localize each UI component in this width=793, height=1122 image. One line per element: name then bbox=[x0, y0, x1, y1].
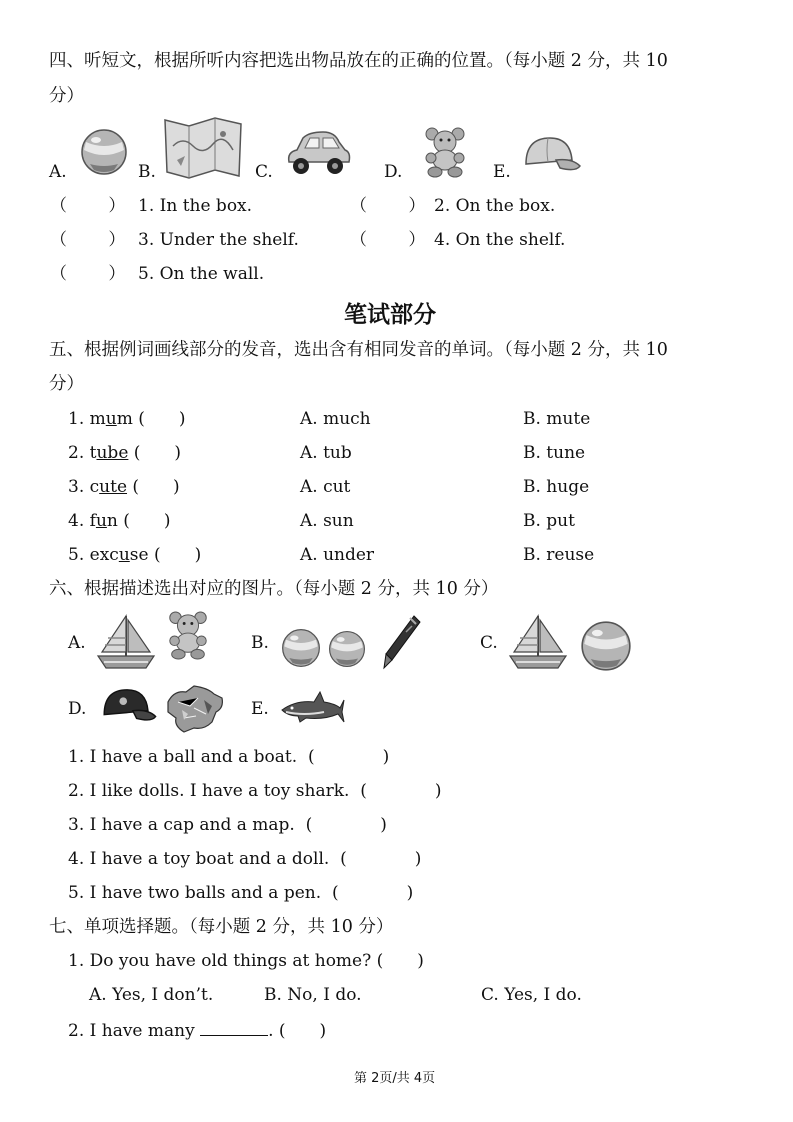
question-number: 1. bbox=[68, 409, 85, 429]
description-2 bbox=[68, 780, 442, 802]
option-b: B. tune bbox=[523, 443, 586, 463]
option-b: B. put bbox=[523, 511, 575, 531]
underlined-part: u bbox=[105, 409, 117, 429]
section5-heading-line2: 分） bbox=[49, 374, 84, 394]
question-number: 5. bbox=[68, 545, 85, 565]
answer-paren-4[interactable]: （ ） bbox=[350, 230, 444, 250]
section4-heading-line2: 分） bbox=[49, 86, 84, 106]
option-a: A. sun bbox=[300, 511, 354, 531]
section5-heading-line1: 五、根据例词画线部分的发音，选出含有相同发音的单词。（每小题 2 分，共 10 bbox=[49, 340, 668, 360]
answer-paren[interactable]: ( ) bbox=[153, 545, 202, 565]
written-part-title: 笔试部分 bbox=[344, 302, 436, 328]
underlined-part: ube bbox=[96, 443, 129, 463]
underlined-part: u bbox=[118, 545, 130, 565]
cap-icon bbox=[96, 686, 160, 726]
pen-icon bbox=[380, 614, 422, 670]
page-footer: 第 2页/共 4页 bbox=[354, 1071, 436, 1086]
mc-option-a[interactable]: A. Yes, I don’t. bbox=[89, 985, 214, 1005]
answer-paren-3[interactable]: （ ） bbox=[50, 230, 144, 250]
option-b: B. reuse bbox=[523, 545, 595, 565]
option-label-e: E. bbox=[493, 162, 511, 182]
item-text-2: 2. On the box. bbox=[434, 196, 556, 216]
option-label-a: A. bbox=[49, 162, 67, 182]
description-text: 5. I have two balls and a pen. bbox=[68, 883, 322, 903]
description-4 bbox=[68, 848, 421, 870]
question-number: 3. bbox=[68, 477, 85, 497]
map-icon bbox=[163, 116, 243, 178]
option-label-d: D. bbox=[384, 162, 403, 182]
item-text-5: 5. On the wall. bbox=[138, 264, 265, 284]
answer-paren[interactable]: ( ) bbox=[331, 883, 414, 903]
word-part: m bbox=[89, 409, 106, 429]
description-1 bbox=[68, 746, 389, 768]
answer-paren[interactable]: ( ) bbox=[360, 781, 442, 801]
picture-option-label-a: A. bbox=[68, 633, 86, 653]
ball-icon bbox=[80, 128, 128, 176]
option-a: A. tub bbox=[300, 443, 352, 463]
example-word bbox=[90, 545, 149, 565]
shark-icon bbox=[280, 690, 346, 724]
word-part: f bbox=[89, 511, 96, 531]
ball-icon bbox=[580, 620, 632, 672]
section4-heading-line1: 四、听短文，根据所听内容把选出物品放在的正确的位置。（每小题 2 分，共 10 bbox=[49, 51, 668, 71]
car-icon bbox=[283, 128, 353, 178]
cap-icon bbox=[520, 134, 582, 176]
answer-paren[interactable]: ( ) bbox=[123, 511, 171, 531]
question-number: 2. bbox=[68, 443, 85, 463]
underlined-part: ute bbox=[99, 477, 128, 497]
option-a: A. much bbox=[300, 409, 371, 429]
option-label-b: B. bbox=[138, 162, 156, 182]
phonics-question-4 bbox=[68, 510, 171, 532]
description-5 bbox=[68, 882, 413, 904]
example-word bbox=[90, 409, 133, 429]
answer-paren-2[interactable]: （ ） bbox=[350, 196, 444, 216]
mc-question-1: 1. Do you have old things at home? ( ) bbox=[68, 951, 424, 971]
section6-heading: 六、根据描述选出对应的图片。（每小题 2 分，共 10 分） bbox=[49, 579, 499, 599]
description-text: 2. I like dolls. I have a toy shark. bbox=[68, 781, 350, 801]
answer-paren[interactable]: ( ) bbox=[340, 849, 422, 869]
ball-icon bbox=[328, 630, 366, 668]
map-icon bbox=[164, 684, 226, 734]
example-word bbox=[90, 477, 127, 497]
word-part: m bbox=[116, 409, 133, 429]
phonics-question-1 bbox=[68, 408, 186, 430]
option-label-c: C. bbox=[255, 162, 273, 182]
word-part: se bbox=[129, 545, 149, 565]
option-a: A. under bbox=[300, 545, 375, 565]
picture-option-label-d: D. bbox=[68, 699, 87, 719]
section7-heading: 七、单项选择题。（每小题 2 分，共 10 分） bbox=[49, 917, 394, 937]
mc-question-2 bbox=[68, 1019, 326, 1042]
phonics-question-5 bbox=[68, 544, 201, 566]
item-text-1: 1. In the box. bbox=[138, 196, 253, 216]
example-word bbox=[90, 511, 118, 531]
mc-option-c[interactable]: C. Yes, I do. bbox=[481, 985, 582, 1005]
picture-option-label-b: B. bbox=[251, 633, 269, 653]
option-b: B. huge bbox=[523, 477, 590, 497]
description-text: 4. I have a toy boat and a doll. bbox=[68, 849, 330, 869]
word-part: t bbox=[89, 443, 97, 463]
answer-paren[interactable]: ( ) bbox=[132, 477, 180, 497]
word-part: exc bbox=[89, 545, 119, 565]
teddy-bear-icon bbox=[420, 126, 470, 178]
sailboat-icon bbox=[508, 612, 568, 674]
description-text: 1. I have a ball and a boat. bbox=[68, 747, 298, 767]
item-text-4: 4. On the shelf. bbox=[434, 230, 566, 250]
option-a: A. cut bbox=[300, 477, 351, 497]
item-text-3: 3. Under the shelf. bbox=[138, 230, 299, 250]
sailboat-icon bbox=[96, 612, 156, 674]
word-part: n bbox=[106, 511, 118, 531]
example-word bbox=[90, 443, 129, 463]
word-part: c bbox=[89, 477, 100, 497]
answer-paren[interactable]: ( ) bbox=[307, 747, 390, 767]
answer-paren-5[interactable]: （ ） bbox=[50, 264, 144, 284]
answer-paren[interactable]: ( ) bbox=[138, 409, 186, 429]
option-b: B. mute bbox=[523, 409, 591, 429]
question-number: 4. bbox=[68, 511, 85, 531]
fill-in-blank[interactable] bbox=[200, 1019, 268, 1036]
underlined-part: u bbox=[95, 511, 107, 531]
teddy-bear-icon bbox=[164, 610, 212, 660]
mc-option-b[interactable]: B. No, I do. bbox=[264, 985, 362, 1005]
picture-option-label-e: E. bbox=[251, 699, 269, 719]
ball-icon bbox=[281, 628, 321, 668]
phonics-question-2 bbox=[68, 442, 181, 464]
answer-paren-1[interactable]: （ ） bbox=[50, 196, 144, 216]
answer-paren[interactable]: ( ) bbox=[305, 815, 387, 835]
question-text: 2. I have many bbox=[68, 1021, 195, 1041]
answer-paren[interactable]: ( ) bbox=[133, 443, 182, 463]
description-3 bbox=[68, 814, 387, 836]
answer-paren[interactable]: . ( ) bbox=[268, 1021, 327, 1041]
picture-option-label-c: C. bbox=[480, 633, 498, 653]
description-text: 3. I have a cap and a map. bbox=[68, 815, 295, 835]
phonics-question-3 bbox=[68, 476, 180, 498]
